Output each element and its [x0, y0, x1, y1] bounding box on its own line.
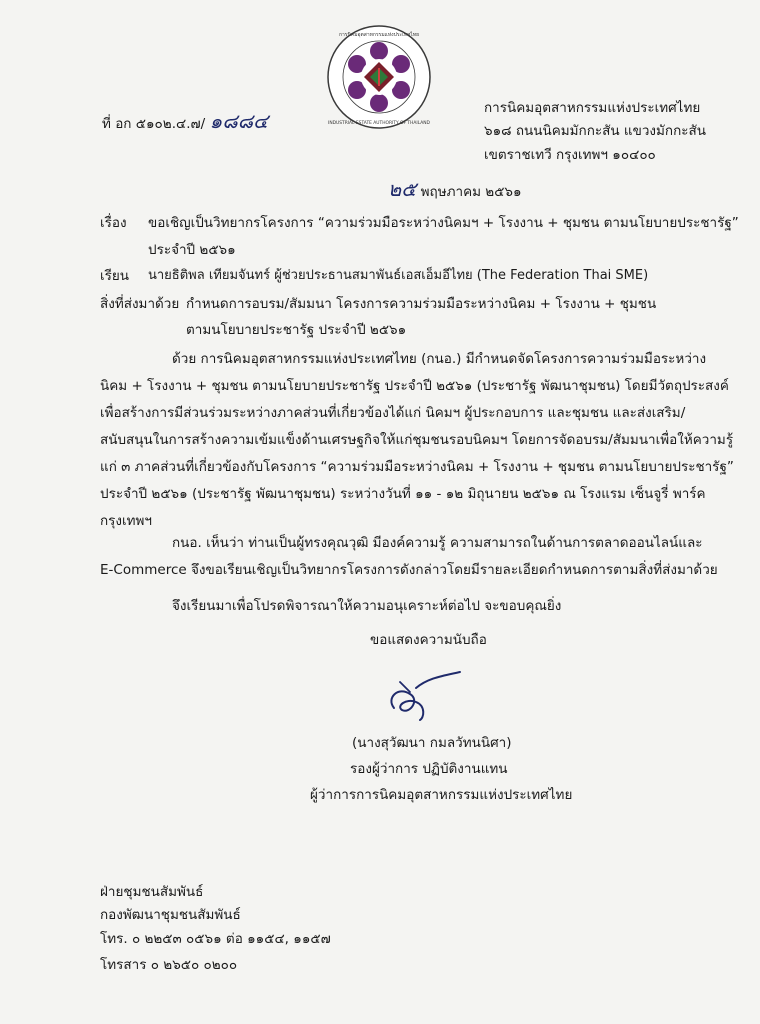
footer-phone: โทร. ๐ ๒๒๕๓ ๐๕๖๑ ต่อ ๑๑๕๔, ๑๑๕๗: [100, 931, 331, 947]
signatory-position-governor: ผู้ว่าการการนิคมอุตสาหกรรมแห่งประเทศไทย: [310, 787, 573, 803]
signatory-name: (นางสุวัฒนา กมลวัทนนิศา): [352, 735, 512, 751]
signature-image: [380, 668, 470, 726]
paragraph2-line: E-Commerce จึงขอเรียนเชิญเป็นวิทยากรโครงการดังกล่าวโดยมีรายละเอียดกำหนดการตามสิ่งที่ส่งมาด้วย: [100, 562, 718, 578]
paragraph1-line: กรุงเทพฯ: [100, 513, 153, 529]
paragraph1-line: สนับสนุนในการสร้างความเข้มแข็งด้านเศรษฐกิจให้แก่ชุมชนรอบนิคมฯ โดยการจัดอบรม/สัมมนาเพื่อให้ความรู้: [100, 432, 734, 448]
attachment-line1: กำหนดการอบรม/สัมมนา โครงการความร่วมมือระหว่างนิคม + โรงงาน + ชุมชน: [186, 296, 657, 312]
paragraph2-line: กนอ. เห็นว่า ท่านเป็นผู้ทรงคุณวุฒิ มีองค์ความรู้ ความสามารถในด้านการตลาดออนไลน์และ: [172, 535, 703, 551]
sender-street: ๖๑๘ ถนนนิคมมักกะสัน แขวงมักกะสัน: [484, 123, 706, 139]
recipient-text: นายธิติพล เทียมจันทร์ ผู้ช่วยประธานสมาพันธ์เอสเอ็มอีไทย (The Federation Thai SME): [148, 268, 649, 283]
date-month-year: พฤษภาคม ๒๕๖๑: [420, 184, 522, 200]
footer-department: ฝ่ายชุมชนสัมพันธ์: [100, 884, 204, 900]
paragraph1-line: ประจำปี ๒๕๖๑ (ประชารัฐ พัฒนาชุมชน) ระหว่างวันที่ ๑๑ - ๑๒ มิถุนายน ๒๕๖๑ ณ โรงแรม เซ็นจูรี่ พาร์ค: [100, 486, 706, 502]
recipient-label: เรียน: [100, 268, 130, 284]
footer-fax: โทรสาร ๐ ๒๖๕๐ ๐๒๐๐: [100, 957, 238, 973]
subject-label: เรื่อง: [100, 215, 127, 231]
paragraph1-line: เพื่อสร้างการมีส่วนร่วมระหว่างภาคส่วนที่เกี่ยวข้องได้แก่ นิคมฯ ผู้ประกอบการ และชุมชน และส่งเสริม/: [100, 405, 686, 421]
svg-text:INDUSTRIAL ESTATE AUTHORITY OF: INDUSTRIAL ESTATE AUTHORITY OF THAILAND: [328, 121, 430, 126]
closing-salutation: ขอแสดงความนับถือ: [370, 632, 487, 648]
footer-division: กองพัฒนาชุมชนสัมพันธ์: [100, 907, 241, 923]
subject-line1: ขอเชิญเป็นวิทยากรโครงการ “ความร่วมมือระหว่างนิคมฯ + โรงงาน + ชุมชน ตามนโยบายประชารัฐ”: [148, 215, 739, 231]
signatory-position-acting: รองผู้ว่าการ ปฏิบัติงานแทน: [350, 761, 508, 777]
sender-district: เขตราชเทวี กรุงเทพฯ ๑๐๔๐๐: [484, 147, 656, 163]
letter-date: [388, 177, 522, 201]
attachment-line2: ตามนโยบายประชารัฐ ประจำปี ๒๕๖๑: [186, 322, 407, 338]
attachment-label: สิ่งที่ส่งมาด้วย: [100, 296, 180, 312]
paragraph1-line: ด้วย การนิคมอุตสาหกรรมแห่งประเทศไทย (กนอ.) มีกำหนดจัดโครงการความร่วมมือระหว่าง: [172, 351, 707, 367]
reference-prefix: ที่ อก ๕๑๐๒.๔.๗/: [102, 116, 206, 132]
svg-text:การนิคมอุตสาหกรรมแห่งประเทศไทย: การนิคมอุตสาหกรรมแห่งประเทศไทย: [338, 32, 420, 38]
paragraph1-line: แก่ ๓ ภาคส่วนที่เกี่ยวข้องกับโครงการ “ความร่วมมือระหว่างนิคม + โรงงาน + ชุมชน ตามนโยบายประชารัฐ”: [100, 459, 734, 475]
subject-line2: ประจำปี ๒๕๖๑: [148, 242, 236, 258]
sender-name: การนิคมอุตสาหกรรมแห่งประเทศไทย: [484, 100, 701, 116]
reference-number: [102, 109, 269, 133]
reference-handwritten-number: ๑๘๘๔: [209, 109, 269, 133]
ieat-logo: [326, 24, 432, 130]
paragraph3: จึงเรียนมาเพื่อโปรดพิจารณาให้ความอนุเคราะห์ต่อไป จะขอบคุณยิ่ง: [172, 598, 562, 614]
date-handwritten-day: ๒๕: [388, 177, 417, 201]
paragraph1-line: นิคม + โรงงาน + ชุมชน ตามนโยบายประชารัฐ ประจำปี ๒๕๖๑ (ประชารัฐ พัฒนาชุมชน) โดยมีวัตถุประสงค์: [100, 378, 729, 394]
